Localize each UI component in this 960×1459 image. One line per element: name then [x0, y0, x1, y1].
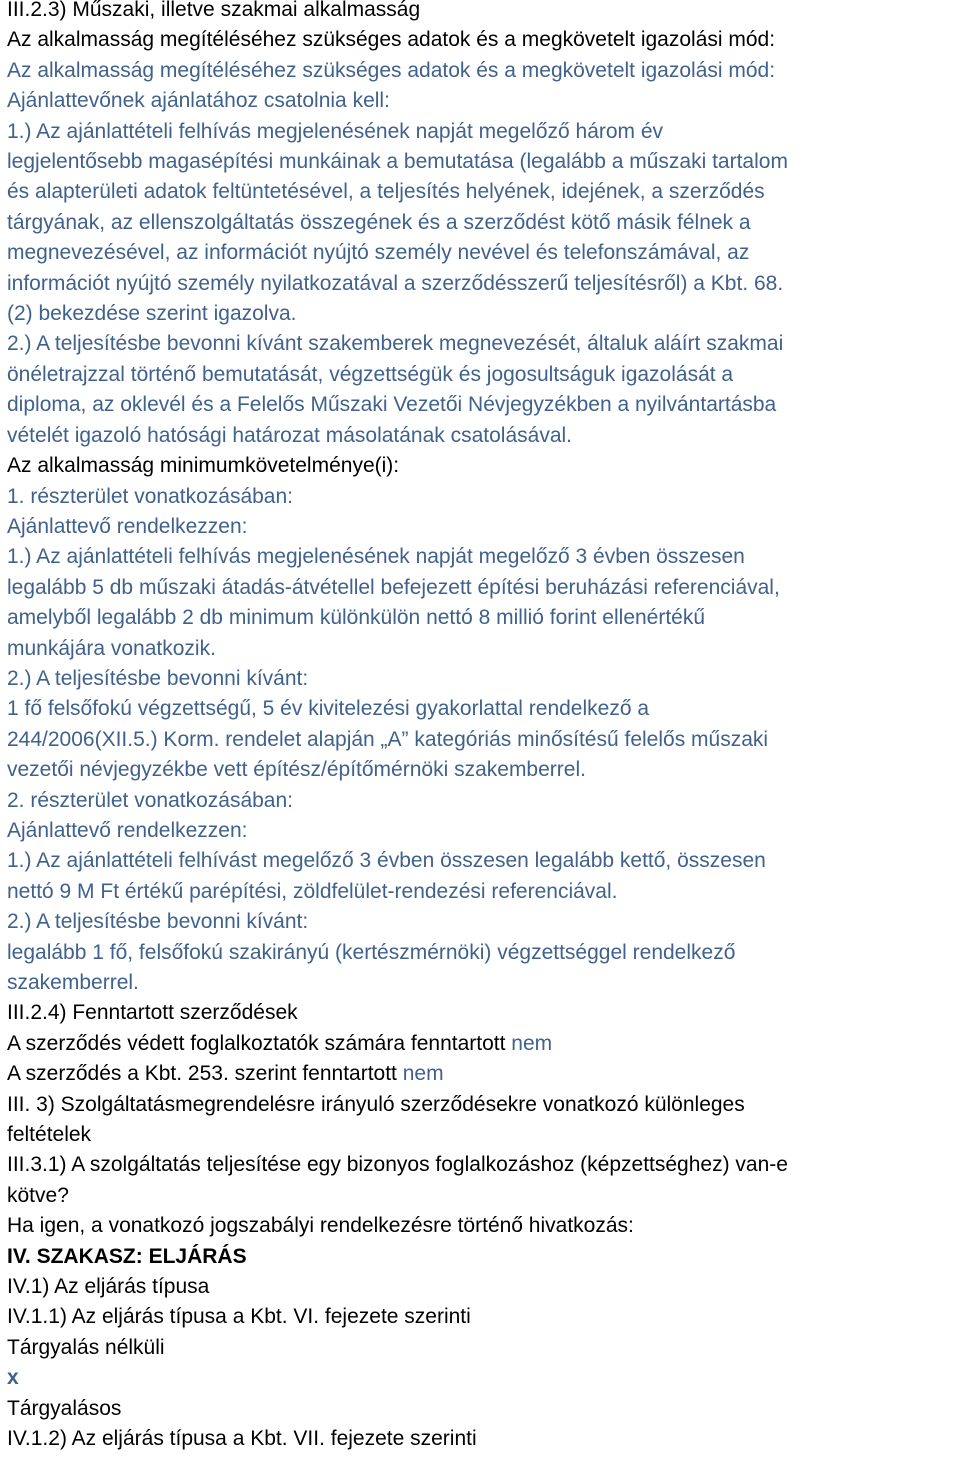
document-line: [7, 1302, 957, 1332]
document-line: [7, 512, 957, 542]
document-line: [7, 329, 957, 359]
line-text: nettó 9 M Ft értékű parépítési, zöldfelület-rendezési referenciával.: [7, 879, 618, 903]
document-line: [7, 1059, 957, 1089]
document-line: [7, 147, 957, 177]
line-text: IV. SZAKASZ: ELJÁRÁS: [7, 1244, 247, 1268]
document-line: [7, 421, 957, 451]
line-text: 2. részterület vonatkozásában:: [7, 788, 294, 812]
line-text: Ajánlattevő rendelkezzen:: [7, 514, 248, 538]
document-line: [7, 725, 957, 755]
line-text: 244/2006(XII.5.) Korm. rendelet alapján „A” kategóriás minősítésű felelős műszaki: [7, 727, 769, 751]
document-line: [7, 968, 957, 998]
line-text: feltételek: [7, 1123, 92, 1147]
line-text: Ha igen, a vonatkozó jogszabályi rendelkezésre történő hivatkozás:: [7, 1214, 634, 1238]
field-value: nem: [511, 1031, 553, 1055]
document-line: [7, 664, 957, 694]
document-line: [7, 86, 957, 116]
document-line: [7, 1363, 957, 1393]
document-line: [7, 1120, 957, 1150]
document-line: [7, 938, 957, 968]
line-text: A szerződés a Kbt. 253. szerint fenntartott: [7, 1062, 397, 1086]
line-text: III. 3) Szolgáltatásmegrendelésre irányuló szerződésekre vonatkozó különleges: [7, 1092, 745, 1116]
line-text: információt nyújtó személy nyilatkozatával a szerződésszerű teljesítésről) a Kbt. 68.: [7, 271, 784, 295]
line-text: x: [7, 1366, 19, 1390]
line-text: 2.) A teljesítésbe bevonni kívánt:: [7, 666, 309, 690]
line-text: és alapterületi adatok feltüntetésével, a teljesítés helyének, idejének, a szerződés: [7, 180, 765, 204]
document-line: [7, 1394, 957, 1424]
line-text: 2.) A teljesítésbe bevonni kívánt:: [7, 910, 309, 934]
line-text: legalább 1 fő, felsőfokú szakirányú (kertészmérnöki) végzettséggel rendelkező: [7, 940, 736, 964]
document-line: [7, 1242, 957, 1272]
line-text: kötve?: [7, 1183, 69, 1207]
document-line: [7, 208, 957, 238]
document-line: [7, 573, 957, 603]
line-text: Az alkalmasság megítéléséhez szükséges adatok és a megkövetelt igazolási mód:: [7, 58, 776, 82]
line-text: Ajánlattevő rendelkezzen:: [7, 818, 248, 842]
line-text: A szerződés védett foglalkoztatók számára fenntartott: [7, 1031, 506, 1055]
line-text: diploma, az oklevél és a Felelős Műszaki Vezetői Névjegyzékben a nyilvántartásba: [7, 393, 777, 417]
line-text: amelyből legalább 2 db minimum különkülön nettó 8 millió forint ellenértékű: [7, 606, 706, 630]
document-line: [7, 542, 957, 572]
document-line: [7, 177, 957, 207]
line-text: önéletrajzzal történő bemutatását, végzettségük és jogosultságuk igazolását a: [7, 362, 734, 386]
line-text: tárgyának, az ellenszolgáltatás összegének és a szerződést kötő másik félnek a: [7, 210, 751, 234]
line-text: 1. részterület vonatkozásában:: [7, 484, 294, 508]
line-text: vételét igazoló hatósági határozat másolatának csatolásával.: [7, 423, 573, 447]
line-text: 2.) A teljesítésbe bevonni kívánt szakemberek megnevezését, általuk aláírt szakmai: [7, 332, 784, 356]
field-value: nem: [402, 1062, 444, 1086]
line-text: szakemberrel.: [7, 971, 139, 994]
line-text: Az alkalmasság minimumkövetelménye(i):: [7, 454, 400, 478]
document-line: [7, 603, 957, 633]
document-line: [7, 816, 957, 846]
document-line: [7, 482, 957, 512]
document-line: [7, 907, 957, 937]
line-text: IV.1) Az eljárás típusa: [7, 1275, 210, 1299]
line-text: 1.) Az ajánlattételi felhívást megelőző 3 évben összesen legalább kettő, összesen: [7, 849, 766, 873]
document-line: [7, 634, 957, 664]
document-line: [7, 1029, 957, 1059]
line-text: Tárgyalás nélküli: [7, 1335, 165, 1359]
line-text: munkájára vonatkozik.: [7, 636, 216, 660]
document-line: [7, 238, 957, 268]
line-text: IV.1.1) Az eljárás típusa a Kbt. VI. fejezete szerinti: [7, 1305, 471, 1329]
line-text: III.2.3) Műszaki, illetve szakmai alkalmasság: [7, 0, 421, 21]
line-text: IV.1.2) Az eljárás típusa a Kbt. VII. fejezete szerinti: [7, 1427, 477, 1451]
line-text: III.3.1) A szolgáltatás teljesítése egy bizonyos foglalkozáshoz (képzettséghez) van-e: [7, 1153, 788, 1177]
document-line: [7, 1150, 957, 1180]
document-line: [7, 846, 957, 876]
document-line: [7, 299, 957, 329]
document-line: [7, 1211, 957, 1241]
line-text: (2) bekezdése szerint igazolva.: [7, 302, 297, 326]
line-text: megnevezésével, az információt nyújtó személy nevével és telefonszámával, az: [7, 241, 750, 265]
line-text: 1.) Az ajánlattételi felhívás megjelenésének napját megelőző 3 évben összesen: [7, 545, 745, 569]
document-line: [7, 56, 957, 86]
document-line: [7, 1424, 957, 1454]
document-line: [7, 786, 957, 816]
document-line: [7, 998, 957, 1028]
line-text: legjelentősebb magasépítési munkáinak a bemutatása (legalább a műszaki tartalom: [7, 150, 788, 174]
document-page: [7, 0, 957, 1455]
document-line: [7, 390, 957, 420]
document-line: [7, 0, 957, 25]
document-line: [7, 360, 957, 390]
line-text: 1 fő felsőfokú végzettségű, 5 év kivitelezési gyakorlattal rendelkező a: [7, 697, 650, 721]
line-text: Ajánlattevőnek ajánlatához csatolnia kell:: [7, 89, 390, 113]
document-line: [7, 1333, 957, 1363]
line-text: vezetői névjegyzékbe vett építész/építőmérnöki szakemberrel.: [7, 758, 586, 782]
document-line: [7, 755, 957, 785]
document-line: [7, 451, 957, 481]
line-text: III.2.4) Fenntartott szerződések: [7, 1001, 298, 1025]
line-text: legalább 5 db műszaki átadás-átvétellel befejezett építési beruházási referenciával,: [7, 575, 780, 599]
document-line: [7, 694, 957, 724]
document-line: [7, 269, 957, 299]
document-line: [7, 877, 957, 907]
line-text: 1.) Az ajánlattételi felhívás megjelenésének napját megelőző három év: [7, 119, 664, 143]
line-text: Az alkalmasság megítéléséhez szükséges adatok és a megkövetelt igazolási mód:: [7, 28, 776, 52]
document-line: [7, 25, 957, 55]
document-line: [7, 1181, 957, 1211]
document-line: [7, 117, 957, 147]
document-line: [7, 1090, 957, 1120]
document-line: [7, 1272, 957, 1302]
line-text: Tárgyalásos: [7, 1396, 122, 1420]
